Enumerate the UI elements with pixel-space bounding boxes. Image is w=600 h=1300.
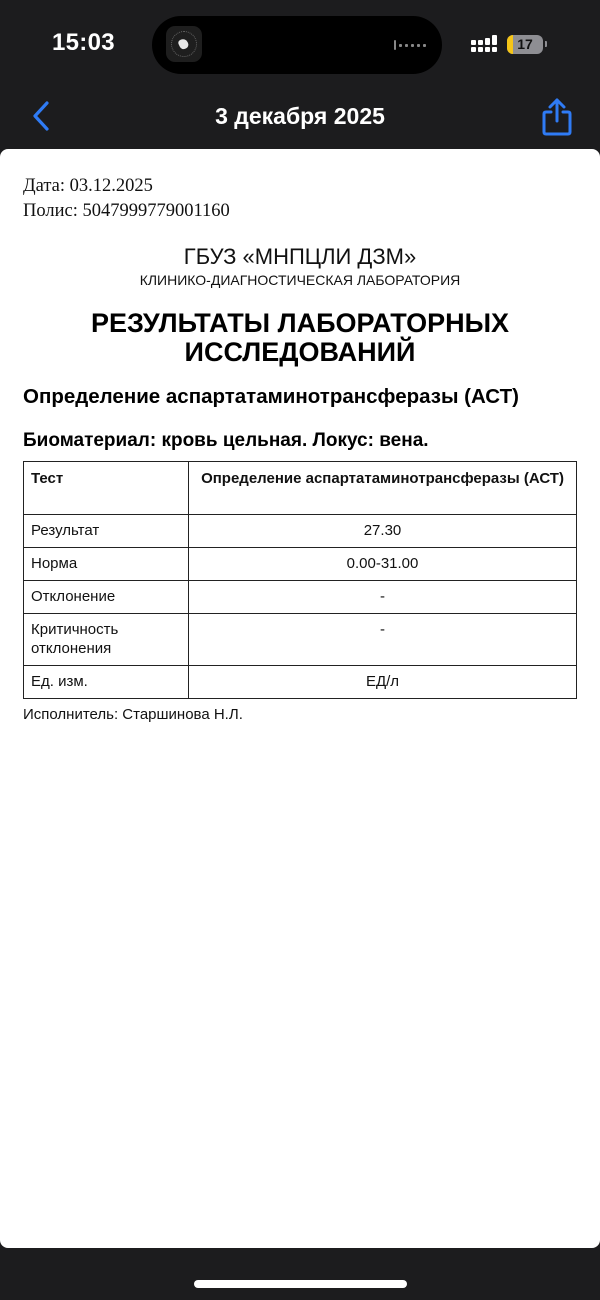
battery-level: 17: [517, 36, 533, 52]
status-bar: [0, 0, 600, 90]
executor-line: Исполнитель: Старшинова Н.Л.: [23, 706, 243, 723]
row-value: ЕД/л: [189, 666, 577, 699]
nav-bar: [0, 90, 600, 148]
organization-header: [0, 244, 600, 289]
battery-icon: [507, 35, 543, 54]
organization-name: ГБУЗ «МНПЦЛИ ДЗМ»: [183, 244, 417, 269]
battery-tip: [545, 41, 547, 47]
signal-icon: [471, 35, 497, 52]
document-title-line1: РЕЗУЛЬТАТЫ ЛАБОРАТОРНЫХ: [90, 308, 510, 338]
table-row: [24, 548, 577, 581]
header-label: Тест: [24, 462, 189, 515]
share-icon: [540, 96, 574, 136]
table-row: [24, 666, 577, 699]
table-header-row: [24, 462, 577, 515]
row-value: 27.30: [189, 515, 577, 548]
biomaterial-line: Биоматериал: кровь цельная. Локус: вена.: [23, 430, 429, 451]
audio-waveform-icon: [394, 40, 426, 50]
status-time: 15:03: [52, 29, 115, 56]
share-button[interactable]: [540, 96, 574, 136]
organization-subtitle: КЛИНИКО-ДИАГНОСТИЧЕСКАЯ ЛАБОРАТОРИЯ: [139, 272, 461, 288]
home-indicator[interactable]: [194, 1280, 407, 1288]
document-page[interactable]: [0, 149, 600, 1248]
header-value: Определение аспартатаминотрансферазы (АСТ): [189, 462, 577, 515]
row-label: Результат: [24, 515, 189, 548]
row-label: Критичность отклонения: [24, 614, 189, 666]
document-title: [0, 309, 600, 367]
table-row: [24, 614, 577, 666]
row-label: Отклонение: [24, 581, 189, 614]
date-line: Дата: 03.12.2025: [23, 176, 153, 196]
nav-title: 3 декабря 2025: [215, 103, 385, 129]
policy-line: Полис: 5047999779001160: [23, 201, 230, 221]
row-value: -: [189, 581, 577, 614]
document-meta: [23, 174, 230, 224]
row-value: -: [189, 614, 577, 666]
row-label: Норма: [24, 548, 189, 581]
row-label: Ед. изм.: [24, 666, 189, 699]
dynamic-island-app-icon[interactable]: [166, 26, 202, 62]
test-name: Определение аспартатаминотрансферазы (АСТ): [23, 385, 519, 408]
row-value: 0.00-31.00: [189, 548, 577, 581]
table-row: [24, 515, 577, 548]
document-title-line2: ИССЛЕДОВАНИЙ: [184, 337, 416, 367]
dynamic-island[interactable]: [152, 16, 442, 74]
table-row: [24, 581, 577, 614]
results-table: [23, 461, 577, 699]
